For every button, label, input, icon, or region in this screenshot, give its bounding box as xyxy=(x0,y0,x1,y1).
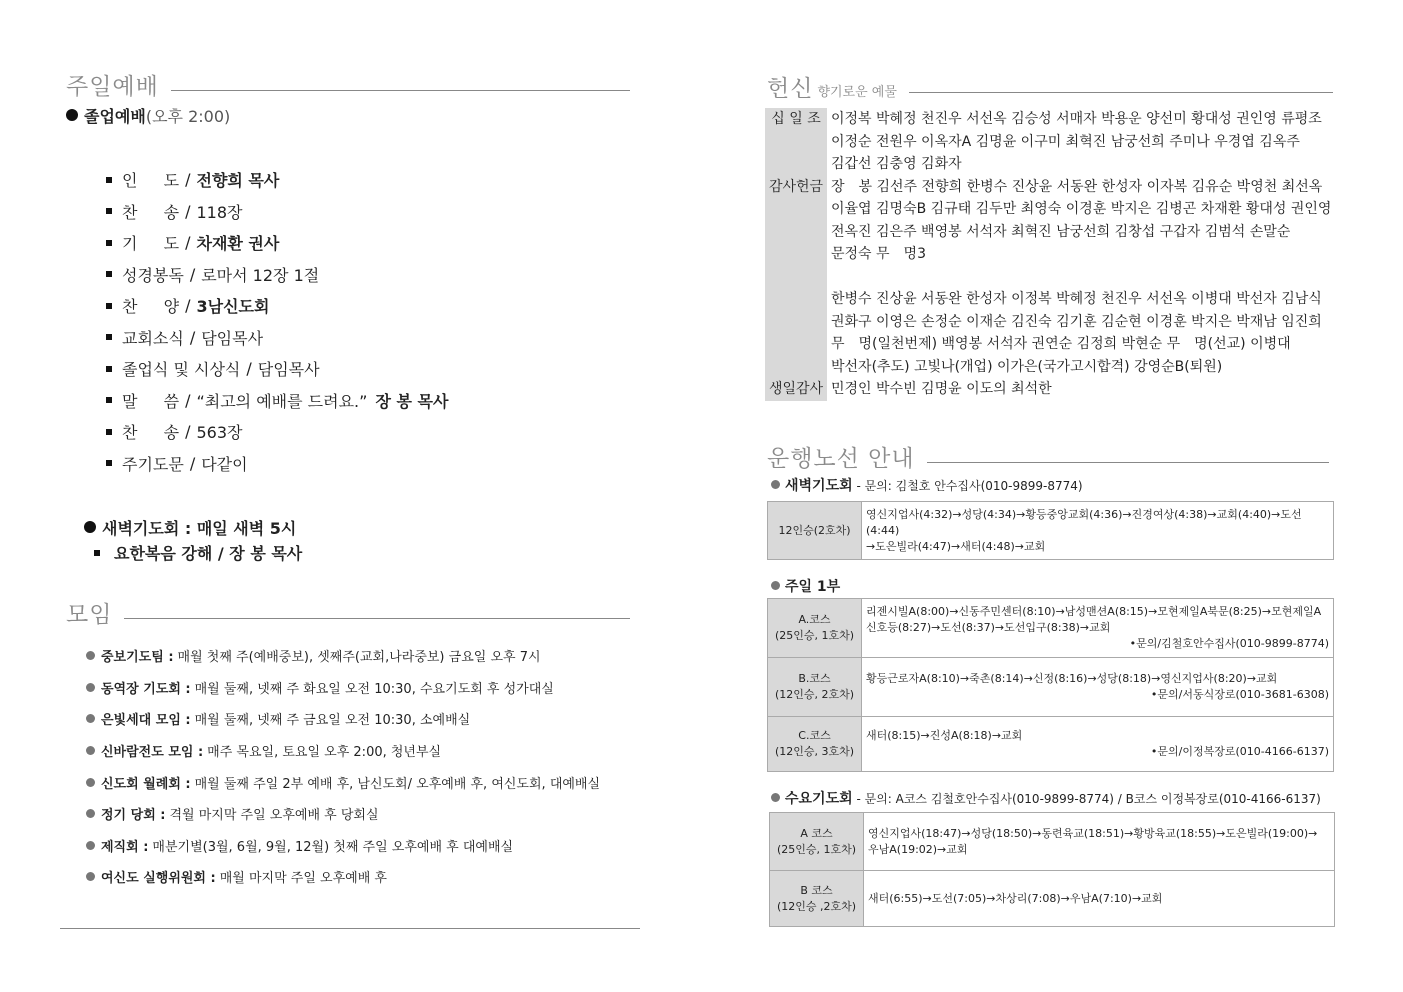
offering-title: 헌신 xyxy=(767,76,814,102)
meeting-name: 여신도 실행위원회 : xyxy=(101,871,216,887)
sunday-route-table xyxy=(767,598,1334,772)
meeting-desc: 매월 둘째 주일 2부 예배 후, 남신도회/ 오후예배 후, 여신도회, 대예배실 xyxy=(194,776,601,792)
route-row xyxy=(770,813,1335,871)
meeting-name: 은빛세대 모임 : xyxy=(101,713,191,729)
square-bullet-icon xyxy=(106,208,112,214)
title-rule xyxy=(909,92,1333,93)
routes-section-title xyxy=(767,440,1329,473)
order-value: 담임목사 xyxy=(201,328,264,348)
square-bullet-icon xyxy=(106,334,112,340)
worship-order-list xyxy=(106,164,448,479)
route-course: B.코스 (12인승, 2호차) xyxy=(768,658,862,717)
bottom-divider xyxy=(60,928,640,929)
meeting-name: 정기 당회 : xyxy=(101,808,166,824)
route-path: 새터(8:15)→진성A(8:18)→교회 xyxy=(866,729,1023,742)
meeting-item xyxy=(86,735,600,767)
meetings-list xyxy=(86,640,600,893)
meeting-item xyxy=(86,640,600,672)
title-rule xyxy=(927,462,1329,463)
dawn-route-name: 새벽기도회 xyxy=(785,478,853,494)
route-stops xyxy=(862,502,1334,560)
bullet-icon xyxy=(86,809,95,818)
order-separator: / xyxy=(189,453,196,473)
order-item xyxy=(106,448,448,480)
bullet-icon xyxy=(86,651,95,660)
meeting-name: 제직회 : xyxy=(101,839,149,855)
order-item xyxy=(106,290,448,322)
offering-label: 생일감사 xyxy=(765,378,827,401)
bullet-icon xyxy=(66,109,78,121)
service-time: (오후 2:00) xyxy=(145,107,231,126)
meeting-desc: 격월 마지막 주일 오후예배 후 당회실 xyxy=(169,808,379,824)
offering-section-title xyxy=(767,70,1333,103)
order-label: 교회소식 xyxy=(122,328,184,348)
bullet-icon xyxy=(771,480,780,489)
order-label: 인 도 xyxy=(122,171,180,191)
meeting-name: 신바람전도 모임 : xyxy=(101,745,204,761)
route-stops xyxy=(864,813,1335,871)
meeting-item xyxy=(86,830,600,862)
square-bullet-icon xyxy=(106,177,112,183)
square-bullet-icon xyxy=(106,271,112,277)
route-stops xyxy=(862,717,1334,772)
route-row xyxy=(770,871,1335,927)
wednesday-route-heading xyxy=(771,788,1321,808)
route-path: 황등근로자A(8:10)→죽촌(8:14)→신정(8:16)→성당(8:18)→영신지업사(8:20)→교회 xyxy=(866,672,1278,685)
order-label: 기 도 xyxy=(122,234,180,254)
offering-row xyxy=(765,176,1340,379)
route-contact: •문의/서동식장로(010-3681-6308) xyxy=(1150,688,1329,701)
route-row xyxy=(768,717,1334,772)
route-path: 리젠시빌A(8:00)→신동주민센터(8:10)→남성맨션A(8:15)→모현제일A북문(8:25)→모현제일A 신호등(8:27)→도선(8:37)→도선입구(8:38)→교회 xyxy=(866,605,1322,634)
meeting-desc: 매주 목요일, 토요일 오후 2:00, 청년부실 xyxy=(207,745,442,761)
route-path: 새터(6:55)→도선(7:05)→차상리(7:08)→우남A(7:10)→교회 xyxy=(868,891,1163,905)
meeting-item xyxy=(86,766,600,798)
wednesday-route-table xyxy=(769,812,1335,927)
wednesday-route-name: 수요기도회 xyxy=(785,791,853,807)
bullet-icon xyxy=(86,746,95,755)
order-value: 563장 xyxy=(196,423,243,443)
order-value: 차재환 권사 xyxy=(196,234,280,254)
meeting-name: 신도회 월례회 : xyxy=(101,776,191,792)
order-item xyxy=(106,416,448,448)
square-bullet-icon xyxy=(94,550,100,556)
offering-row xyxy=(765,378,1340,401)
order-label: 찬 양 xyxy=(122,297,180,317)
order-value: “최고의 예배를 드려요.” xyxy=(196,391,368,411)
route-course: A 코스 (25인승, 1호차) xyxy=(770,813,864,871)
bullet-icon xyxy=(86,841,95,850)
order-item xyxy=(106,259,448,291)
route-stops xyxy=(862,599,1334,658)
order-label: 찬 송 xyxy=(122,423,180,443)
dawn-route-table xyxy=(767,501,1334,560)
route-stops xyxy=(862,658,1334,717)
offering-names: 장 봉 김선주 전향희 한병수 진상윤 서동완 한성자 이자복 김유순 박영천 최선옥 이율엽 김명숙B 김규태 김두만 최영숙 이경훈 박지은 김병곤 차재환 황대성 권인영 전옥진 김은주 백영봉 서석자 최혁진 남궁선희 김창섭 구갑자 김범석 손말순 문정숙 무 명3 한병수 진상윤 서동완 한성자 이정복 박혜정 천진우 서선옥 이병대 박선자 김남식 권화구 이영은 손정순 이재순 김진숙 김기훈 김순현 이경훈 박지은 박재남 임진희 무 명(일천번제) 백영봉 서석자 권연순 김정희 박현순 무 명(선교) 이병대 박선자(추도) 고빛나(개업) 이가은(국가고시합격) 강영순B(퇴원) xyxy=(831,178,1332,375)
meeting-desc: 매분기별(3월, 6월, 9월, 12월) 첫째 주일 오후예배 후 대예배실 xyxy=(152,839,514,855)
order-item xyxy=(106,196,448,228)
order-label: 주기도문 xyxy=(122,454,184,474)
route-stops xyxy=(864,871,1335,927)
bullet-icon xyxy=(86,714,95,723)
worship-section-title xyxy=(66,68,630,101)
order-label: 찬 송 xyxy=(122,202,180,222)
route-row xyxy=(768,658,1334,717)
service-name: 졸업예배 xyxy=(84,107,146,126)
offering-names: 이정복 박혜정 천진우 서선옥 김승성 서매자 박용운 양선미 황대성 권인영 류평조 이정순 전원우 이옥자A 김명윤 이구미 최혁진 남궁선희 주미나 우경엽 김옥주 김갑선 김충영 김화자 xyxy=(831,111,1322,172)
order-item xyxy=(106,227,448,259)
order-label: 말 씀 xyxy=(122,391,180,411)
sunday-route-name: 주일 1부 xyxy=(785,579,841,595)
meeting-desc: 매월 마지막 주일 오후예배 후 xyxy=(219,871,387,887)
meetings-section-title xyxy=(66,596,630,629)
offering-table xyxy=(765,108,1340,401)
order-item xyxy=(106,322,448,354)
order-separator: / xyxy=(185,422,191,442)
route-contact: •문의/이정복장로(010-4166-6137) xyxy=(1150,745,1329,758)
meeting-desc: 매월 둘째, 넷째 주 금요일 오전 10:30, 소예배실 xyxy=(194,713,471,729)
dawn-prayer xyxy=(84,516,302,566)
meeting-desc: 매월 둘째, 넷째 주 화요일 오전 10:30, 수요기도회 후 성가대실 xyxy=(194,681,554,697)
sunday-route-heading xyxy=(771,576,840,596)
dawn-route-info: - 문의: 김철호 안수집사(010-9899-8774) xyxy=(852,479,1083,493)
meeting-item xyxy=(86,703,600,735)
dawn-route-heading xyxy=(771,475,1083,495)
routes-title: 운행노선 안내 xyxy=(767,446,915,472)
route-row xyxy=(768,502,1334,560)
order-label: 성경봉독 xyxy=(122,265,184,285)
meetings-title: 모임 xyxy=(66,602,113,628)
order-item xyxy=(106,385,448,417)
bullet-icon xyxy=(84,521,96,533)
order-label: 졸업식 및 시상식 xyxy=(122,360,241,380)
order-separator: / xyxy=(185,201,191,221)
square-bullet-icon xyxy=(106,397,112,403)
wednesday-route-info: - 문의: A코스 김철호안수집사(010-9899-8774) / B코스 이정복장로(010-4166-6137) xyxy=(852,792,1321,806)
order-separator: / xyxy=(185,296,191,316)
route-contact: •문의/김철호안수집사(010-9899-8774) xyxy=(1129,637,1329,650)
worship-title: 주일예배 xyxy=(66,74,159,100)
order-preacher: 장 봉 목사 xyxy=(375,391,449,411)
route-course: 12인승(2호차) xyxy=(768,502,862,560)
square-bullet-icon xyxy=(106,303,112,309)
bullet-icon xyxy=(771,793,780,802)
dawn-sub: 요한복음 강해 / 장 봉 목사 xyxy=(114,544,303,563)
meeting-name: 중보기도팀 : xyxy=(101,650,174,666)
route-path: 영신지업사(18:47)→성당(18:50)→동련육교(18:51)→황방육교(18:55)→도은빌라(19:00)→ 우남A(19:02)→교회 xyxy=(868,826,1318,856)
offering-subtitle: 향기로운 예물 xyxy=(817,85,897,100)
title-rule xyxy=(124,618,630,619)
meeting-item xyxy=(86,861,600,893)
title-rule xyxy=(171,90,630,91)
route-row xyxy=(768,599,1334,658)
order-separator: / xyxy=(185,390,191,410)
offering-names: 민경인 박수빈 김명윤 이도의 최석한 xyxy=(831,381,1052,397)
order-value: 다같이 xyxy=(201,454,248,474)
route-course: C.코스 (12인승, 3호차) xyxy=(768,717,862,772)
square-bullet-icon xyxy=(106,240,112,246)
order-separator: / xyxy=(189,264,196,284)
meeting-desc: 매월 첫째 주(예배중보), 셋째주(교회,나라중보) 금요일 오후 7시 xyxy=(177,650,541,666)
order-value: 담임목사 xyxy=(257,360,320,380)
bullet-icon xyxy=(86,872,95,881)
square-bullet-icon xyxy=(106,366,112,372)
bullet-icon xyxy=(86,683,95,692)
offering-label: 감사헌금 xyxy=(765,176,827,379)
order-value: 3남신도회 xyxy=(196,297,270,317)
offering-label: 십 일 조 xyxy=(765,108,827,176)
bullet-icon xyxy=(86,778,95,787)
order-item xyxy=(106,353,448,385)
order-separator: / xyxy=(185,170,191,190)
route-course: B 코스 (12인승 ,2호차) xyxy=(770,871,864,927)
meeting-name: 동역장 기도회 : xyxy=(101,681,191,697)
offering-row xyxy=(765,108,1340,176)
service-heading xyxy=(66,104,230,127)
order-value: 로마서 12장 1절 xyxy=(201,265,320,285)
route-course: A.코스 (25인승, 1호차) xyxy=(768,599,862,658)
order-value: 118장 xyxy=(196,202,243,222)
order-separator: / xyxy=(185,233,191,253)
meeting-item xyxy=(86,672,600,704)
order-item xyxy=(106,164,448,196)
order-value: 전향희 목사 xyxy=(196,171,280,191)
square-bullet-icon xyxy=(106,460,112,466)
order-separator: / xyxy=(189,327,196,347)
meeting-item xyxy=(86,798,600,830)
order-separator: / xyxy=(246,359,252,379)
bullet-icon xyxy=(771,581,780,590)
route-path: 영신지업사(4:32)→성당(4:34)→황등중앙교회(4:36)→진경여상(4:38)→교회(4:40)→도선(4:44) →도은빌라(4:47)→새터(4:48)→교회 xyxy=(866,507,1302,553)
square-bullet-icon xyxy=(106,429,112,435)
dawn-title: 새벽기도회 : 매일 새벽 5시 xyxy=(102,519,297,538)
